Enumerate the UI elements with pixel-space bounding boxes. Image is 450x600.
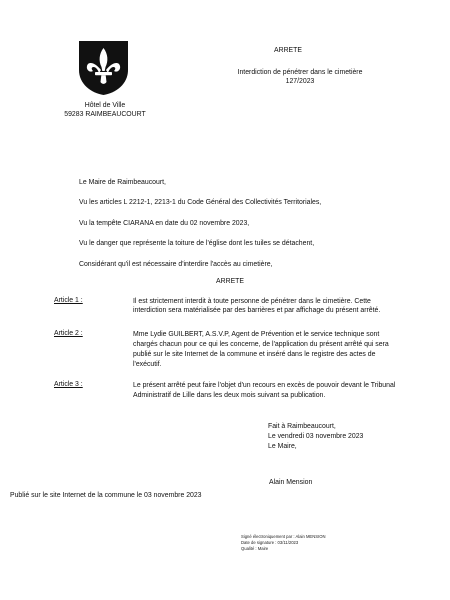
closing-role: Le Maire, bbox=[268, 443, 297, 450]
article-2-label: Article 2 : bbox=[54, 330, 83, 337]
article-3-label: Article 3 : bbox=[54, 381, 83, 388]
fleur-de-lis-shield-icon bbox=[78, 40, 129, 96]
document-title: ARRETE bbox=[274, 47, 302, 54]
document-subject: Interdiction de pénétrer dans le cimetière bbox=[237, 69, 363, 76]
article-2-line: l'exécutif. bbox=[133, 361, 162, 368]
preamble-articles: Vu les articles L 2212-1, 2213-1 du Code Général des Collectivités Territoriales, bbox=[79, 199, 322, 206]
document-number: 127/2023 bbox=[285, 78, 315, 85]
article-2-line: Mme Lydie GUILBERT, A.S.V.P, Agent de Prévention et le service technique sont bbox=[133, 331, 380, 338]
preamble-mayor: Le Maire de Raimbeaucourt, bbox=[79, 179, 166, 186]
signatory-name: Alain Mension bbox=[269, 479, 313, 486]
closing-date: Le vendredi 03 novembre 2023 bbox=[268, 433, 364, 440]
preamble-danger: Vu le danger que représente la toiture de l'église dont les tuiles se détachent, bbox=[79, 240, 315, 247]
article-1-line: Il est strictement interdit à toute personne de pénétrer dans le cimetière. Cette bbox=[133, 298, 371, 305]
e-signature-date: Date de signature : 03/11/2023 bbox=[241, 540, 299, 545]
town-hall-label: Hôtel de Ville bbox=[84, 102, 126, 109]
preamble-considering: Considérant qu'il est nécessaire d'interdire l'accès au cimetière, bbox=[79, 261, 273, 268]
article-1-line: interdiction sera matérialisée par des barrières et par affichage du présent arrêté. bbox=[133, 307, 381, 314]
closing-place: Fait à Raimbeaucourt, bbox=[268, 423, 336, 430]
article-1-label: Article 1 : bbox=[54, 297, 83, 304]
article-3-line: Le présent arrêté peut faire l'objet d'un recours en excès de pouvoir devant le Tribunal bbox=[133, 382, 396, 389]
e-signature-signed-by: Signé électroniquement par : Alain MENSION bbox=[241, 534, 326, 539]
preamble-storm: Vu la tempête CIARANA en date du 02 novembre 2023, bbox=[79, 220, 250, 227]
decision-heading: ARRETE bbox=[216, 278, 244, 285]
publication-note: Publié sur le site Internet de la commune le 03 novembre 2023 bbox=[10, 492, 202, 499]
article-2-line: publié sur le site Internet de la commune et inséré dans le registre des actes de bbox=[133, 351, 376, 358]
article-3-line: Administratif de Lille dans les deux mois suivant sa publication. bbox=[133, 392, 326, 399]
article-2-line: chargés chacun pour ce qui les concerne, de l'application du présent arrêté qui sera bbox=[133, 341, 389, 348]
town-hall-address: 59283 RAIMBEAUCOURT bbox=[64, 111, 146, 118]
e-signature-quality: Qualité : Maire bbox=[241, 546, 269, 551]
